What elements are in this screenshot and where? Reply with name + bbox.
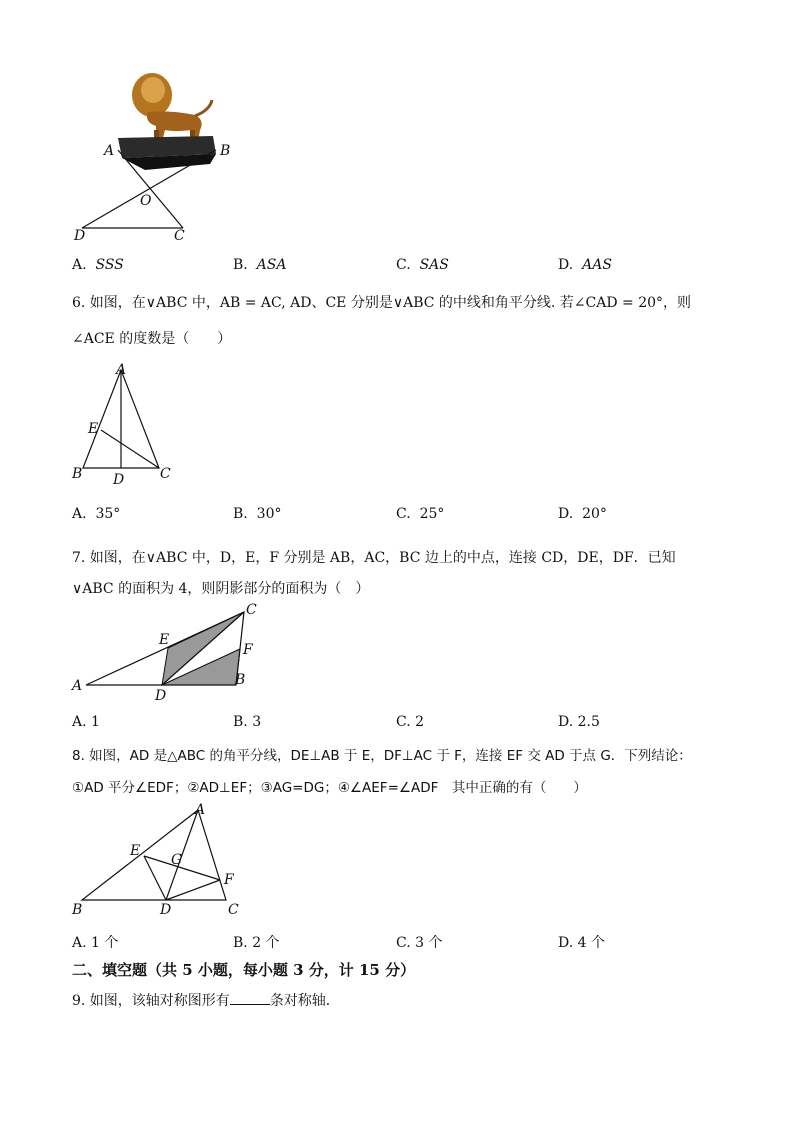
label-D: D bbox=[160, 902, 172, 918]
triangle-ABC bbox=[82, 810, 226, 900]
segment-CE bbox=[101, 430, 159, 468]
option-letter: A. bbox=[72, 935, 87, 951]
segment-DF bbox=[166, 880, 220, 900]
q8-option-c[interactable] bbox=[396, 932, 442, 952]
q8-option-b[interactable] bbox=[233, 932, 280, 952]
q6-option-c[interactable] bbox=[396, 506, 444, 522]
label-B: B bbox=[72, 902, 83, 918]
option-letter: A. bbox=[72, 257, 87, 273]
option-letter: D. bbox=[558, 257, 574, 273]
segment-DE bbox=[144, 856, 166, 900]
option-letter: C. bbox=[396, 257, 411, 273]
label-B: B bbox=[220, 143, 231, 159]
option-text: ASA bbox=[256, 257, 287, 273]
q8-stem-line2: ①AD 平分∠EDF；②AD⊥EF；③AG=DG；④∠AEF=∠ADF 其中正确的有（ ） bbox=[72, 780, 587, 796]
option-letter: D. bbox=[558, 714, 574, 730]
pedestal-image bbox=[118, 136, 216, 170]
q8-option-a[interactable] bbox=[72, 932, 118, 952]
option-text: 1 个 bbox=[91, 935, 119, 951]
label-E: E bbox=[159, 632, 170, 648]
option-letter: B. bbox=[233, 935, 248, 951]
q7-option-a[interactable] bbox=[72, 714, 100, 730]
q9-text-before: 9. 如图，该轴对称图形有 bbox=[72, 993, 230, 1009]
q6-stem-line1: 6. 如图，在∨ABC 中，AB = AC, AD、CE 分别是∨ABC 的中线和角平分线. 若∠CAD = 20°，则 bbox=[72, 295, 692, 311]
q7-option-b[interactable] bbox=[233, 714, 261, 730]
option-letter: D. bbox=[558, 935, 574, 951]
q7-option-d[interactable] bbox=[558, 714, 600, 730]
q5-option-a[interactable] bbox=[72, 257, 124, 273]
option-text: AAS bbox=[582, 257, 612, 273]
option-text: 35° bbox=[95, 506, 121, 522]
option-text: 30° bbox=[256, 506, 282, 522]
option-letter: C. bbox=[396, 714, 411, 730]
label-A: A bbox=[104, 143, 115, 159]
q6-option-a[interactable] bbox=[72, 506, 120, 522]
q6-figure bbox=[68, 360, 188, 490]
q9-text-after: 条对称轴． bbox=[269, 993, 340, 1009]
label-F: F bbox=[243, 642, 253, 658]
option-text: 2.5 bbox=[577, 714, 600, 730]
lion-statue-image bbox=[132, 73, 212, 146]
q8-stem-line1: 8. 如图，AD 是△ABC 的角平分线，DE⊥AB 于 E，DF⊥AC 于 F，连接 EF 交 AD 于点 G．下列结论： bbox=[72, 748, 692, 764]
q6-option-b[interactable] bbox=[233, 506, 281, 522]
option-letter: D. bbox=[558, 506, 574, 522]
label-D: D bbox=[74, 228, 86, 244]
option-text: 4 个 bbox=[577, 935, 605, 951]
option-text: 3 bbox=[252, 714, 262, 730]
option-letter: C. bbox=[396, 506, 411, 522]
option-text: 25° bbox=[419, 506, 445, 522]
q7-stem-line1: 7. 如图，在∨ABC 中，D，E，F 分别是 AB，AC，BC 边上的中点，连接 CD，DE，DF．已知 bbox=[72, 550, 676, 566]
label-D: D bbox=[113, 472, 125, 488]
q7-figure bbox=[68, 600, 268, 704]
option-text: 3 个 bbox=[415, 935, 443, 951]
label-C: C bbox=[228, 902, 239, 918]
section-title: 二、填空题（共 5 小题，每小题 3 分，计 15 分） bbox=[72, 961, 416, 979]
label-C: C bbox=[174, 228, 185, 244]
label-B: B bbox=[72, 466, 83, 482]
label-C: C bbox=[160, 466, 171, 482]
label-A: A bbox=[116, 362, 127, 378]
q5-figure bbox=[70, 60, 250, 245]
label-G: G bbox=[171, 852, 183, 868]
q5-option-c[interactable] bbox=[396, 257, 449, 273]
q9-answer-blank[interactable] bbox=[230, 992, 270, 1005]
q7-stem-line2: ∨ABC 的面积为 4，则阴影部分的面积为（ ） bbox=[72, 581, 370, 597]
q6-stem-line2: ∠ACE 的度数是（ ） bbox=[72, 331, 232, 347]
label-F: F bbox=[224, 872, 234, 888]
q8-figure bbox=[68, 800, 258, 920]
q6-option-d[interactable] bbox=[558, 506, 607, 522]
label-O: O bbox=[140, 193, 152, 209]
option-text: SSS bbox=[95, 257, 124, 273]
option-letter: C. bbox=[396, 935, 411, 951]
label-A: A bbox=[195, 802, 206, 818]
option-letter: B. bbox=[233, 257, 248, 273]
q9-stem bbox=[72, 990, 340, 1010]
label-E: E bbox=[88, 421, 99, 437]
option-letter: A. bbox=[72, 714, 87, 730]
option-letter: A. bbox=[72, 506, 87, 522]
q5-option-b[interactable] bbox=[233, 257, 286, 273]
label-C: C bbox=[246, 602, 257, 618]
option-letter: B. bbox=[233, 714, 248, 730]
label-A: A bbox=[72, 678, 83, 694]
label-D: D bbox=[155, 688, 167, 704]
option-text: 1 bbox=[91, 714, 100, 730]
option-letter: B. bbox=[233, 506, 248, 522]
option-text: SAS bbox=[419, 257, 449, 273]
option-text: 20° bbox=[582, 506, 607, 522]
option-text: 2 个 bbox=[252, 935, 280, 951]
q7-option-c[interactable] bbox=[396, 714, 424, 730]
q5-option-d[interactable] bbox=[558, 257, 612, 273]
label-E: E bbox=[130, 843, 141, 859]
q8-option-d[interactable] bbox=[558, 932, 605, 952]
label-B: B bbox=[235, 672, 246, 688]
option-text: 2 bbox=[415, 714, 425, 730]
